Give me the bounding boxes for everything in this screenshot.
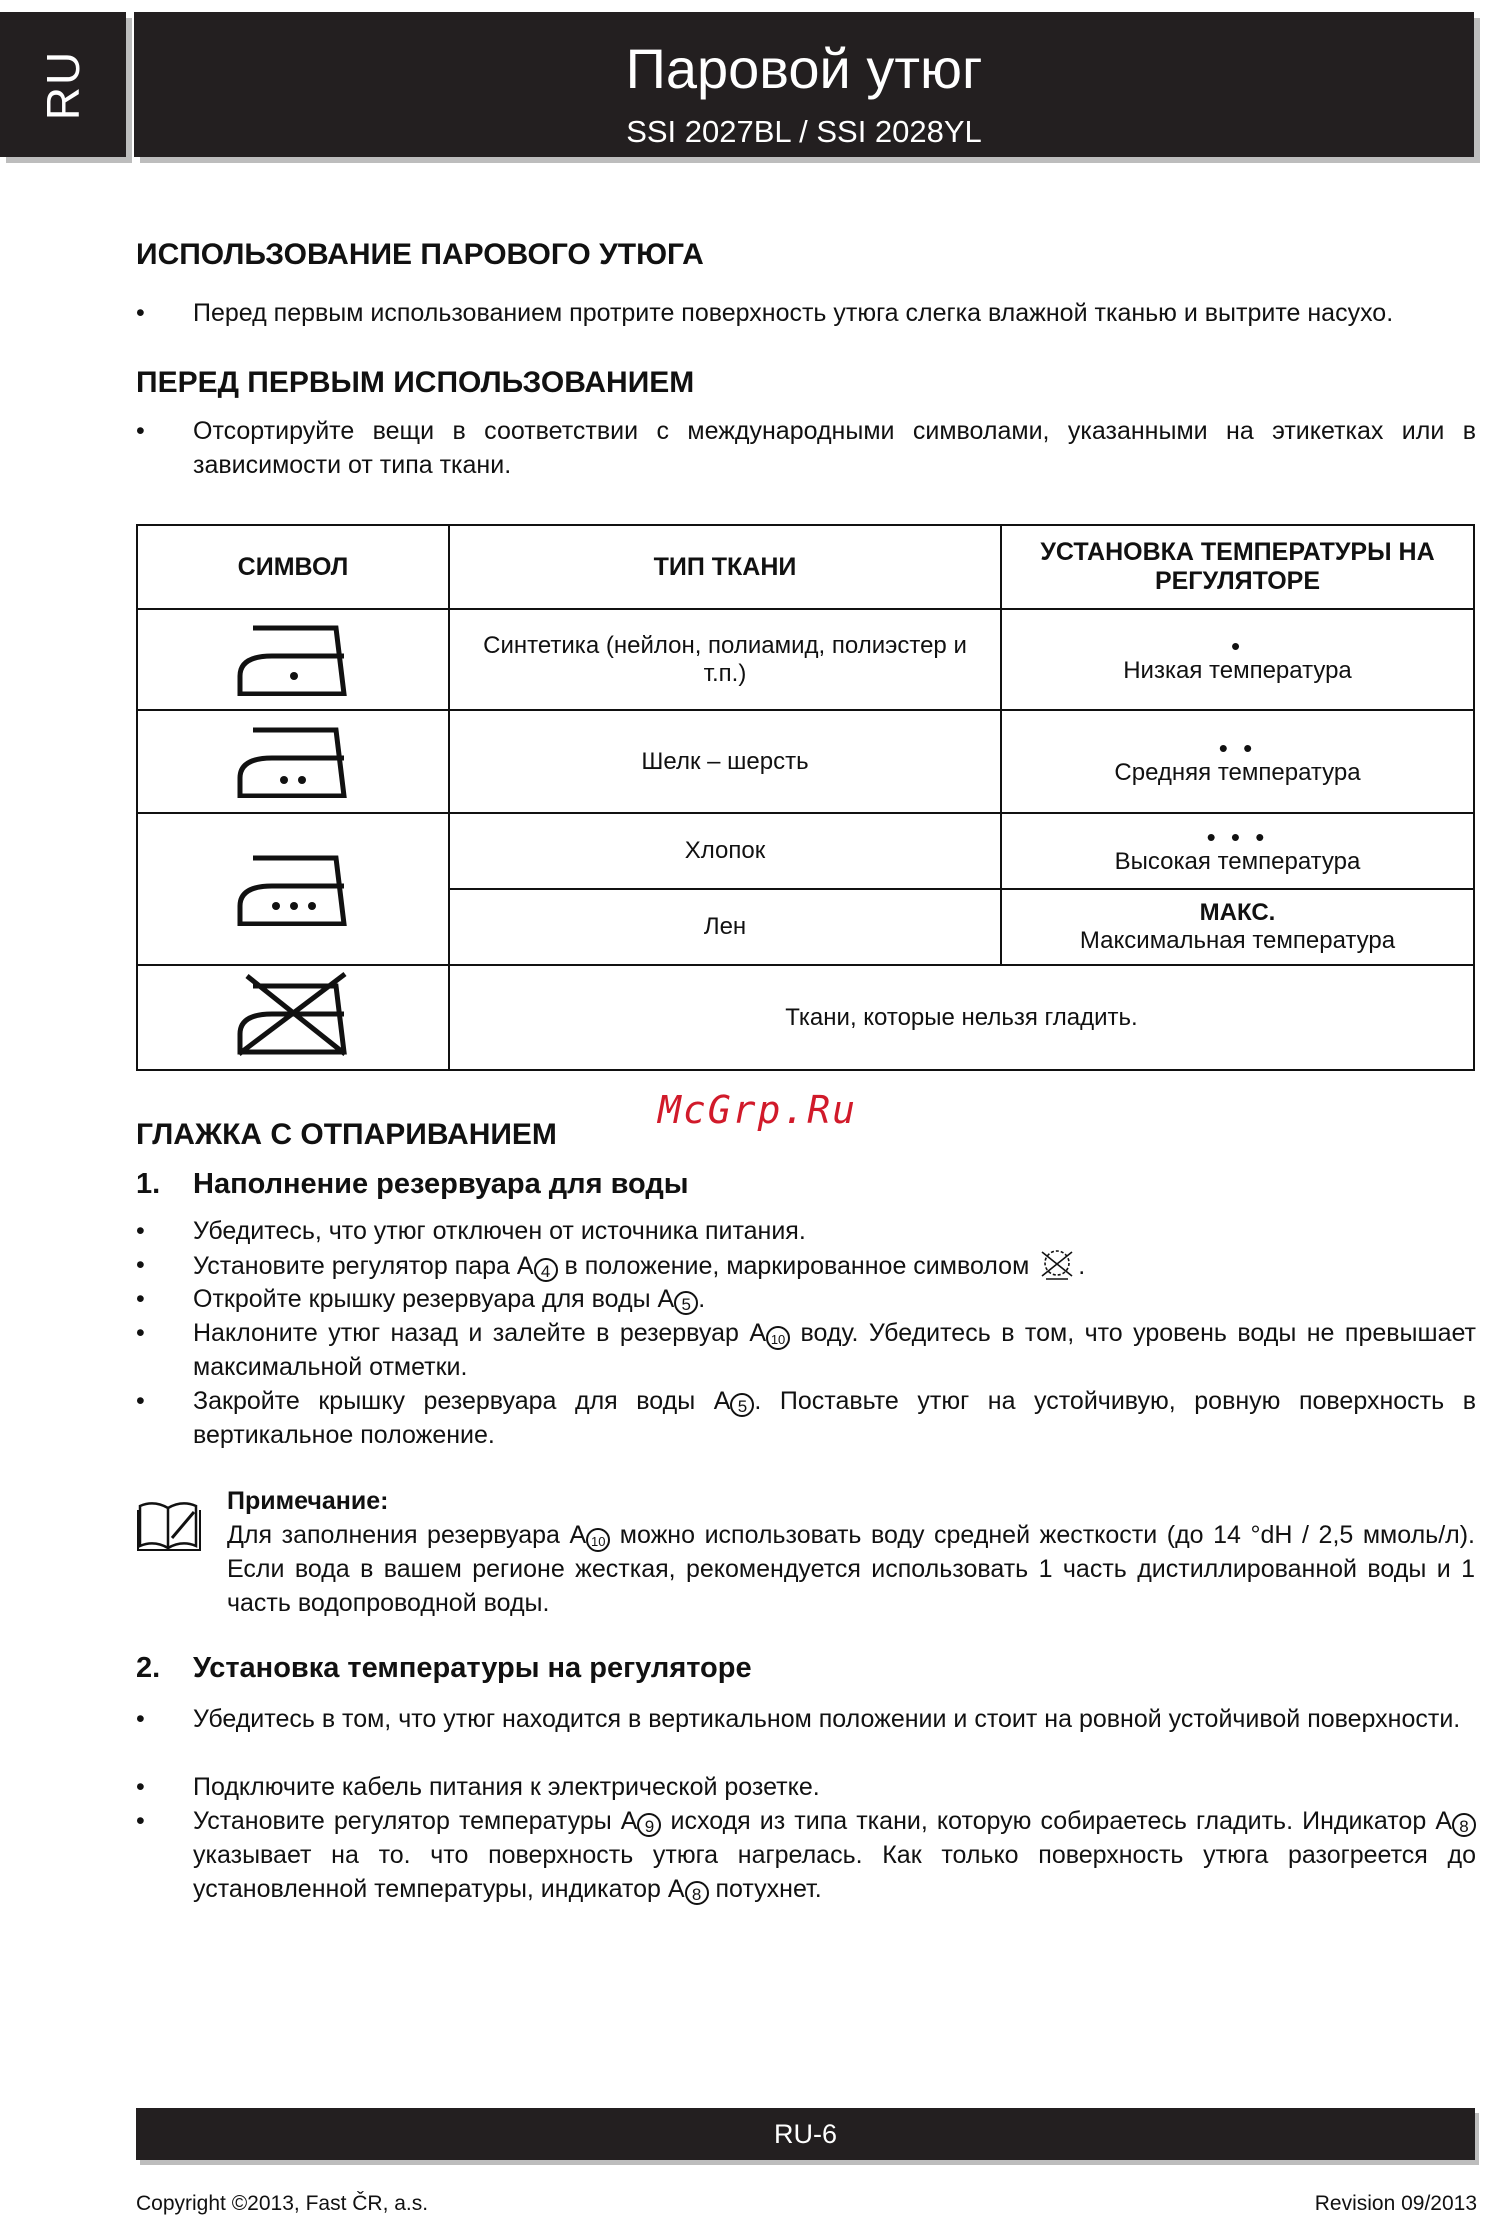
- revision: Revision 09/2013: [1314, 2192, 1477, 2215]
- temperature-label: Средняя температура: [1114, 758, 1361, 786]
- table-row: [137, 609, 1474, 710]
- page-number-bar: [136, 2108, 1475, 2160]
- symbol-cell: [137, 609, 449, 710]
- section-title-usage: ИСПОЛЬЗОВАНИЕ ПАРОВОГО УТЮГА: [136, 238, 704, 271]
- list-item-text: Откройте крышку резервуара для воды A 5 .: [193, 1285, 706, 1314]
- bullet: •: [136, 1251, 145, 1279]
- list-item: [136, 1248, 1476, 1283]
- bullet: •: [136, 1705, 145, 1733]
- step-title-temperature: [136, 1652, 752, 1685]
- table-header-row: [137, 525, 1474, 609]
- part-number-badge: 8: [1452, 1813, 1476, 1837]
- section-title-before-first-use: ПЕРЕД ПЕРВЫМ ИСПОЛЬЗОВАНИЕМ: [136, 366, 695, 399]
- bullet: •: [136, 1387, 145, 1415]
- iron-three-dots-icon: [236, 846, 350, 926]
- temperature-dots: • •: [1218, 732, 1257, 763]
- list-item: [136, 296, 1476, 330]
- watermark: McGrp.Ru: [658, 1088, 858, 1132]
- column-header-fabric: ТИП ТКАНИ: [449, 525, 1001, 609]
- page-number: RU-6: [773, 2119, 837, 2149]
- list-item-text: Закройте крышку резервуара для воды A 5 . Поставьте утюг на устойчивую, ровную поверхность в вертикальное положение.: [193, 1387, 1476, 1449]
- temperature-label: Высокая температура: [1114, 848, 1361, 875]
- table-row: [137, 965, 1474, 1070]
- symbol-cell: [137, 965, 449, 1070]
- part-number-badge: 10: [586, 1528, 610, 1552]
- list-item-text: Подключите кабель питания к электрической розетке.: [193, 1773, 820, 1801]
- header-bar: [134, 12, 1474, 157]
- ironing-symbols-table: [136, 524, 1475, 1071]
- part-number-badge: 4: [534, 1258, 558, 1282]
- bullet: •: [136, 1285, 145, 1313]
- table-row: [137, 813, 1474, 889]
- temperature-cell: [1001, 710, 1474, 813]
- fabric-cell: Ткани, которые нельзя гладить.: [449, 965, 1474, 1070]
- column-header-temperature: УСТАНОВКА ТЕМПЕРАТУРЫ НА РЕГУЛЯТОРЕ: [1001, 525, 1474, 609]
- list-item: [136, 414, 1476, 482]
- section-title-steam-ironing: ГЛАЖКА С ОТПАРИВАНИЕМ: [136, 1118, 557, 1151]
- bullet: •: [136, 1319, 145, 1347]
- list-item-text: Отсортируйте вещи в соответствии с международными символами, указанными на этикетках или в зависимости от типа ткани.: [193, 417, 1476, 479]
- part-number-badge: 5: [674, 1291, 698, 1315]
- note-title: Примечание:: [227, 1487, 389, 1515]
- list-item-text: Перед первым использованием протрите поверхность утюга слегка влажной тканью и вытрите насухо.: [193, 299, 1394, 327]
- bullet: •: [136, 1807, 145, 1835]
- column-header-symbol: СИМВОЛ: [137, 525, 449, 609]
- copyright: Copyright ©2013, Fast ČR, a.s.: [136, 2192, 429, 2215]
- list-item: [136, 1702, 1476, 1736]
- bullet: •: [136, 1773, 145, 1801]
- page-title: Паровой утюг: [625, 37, 983, 100]
- temperature-cell: [1001, 813, 1474, 889]
- fabric-cell: Синтетика (нейлон, полиамид, полиэстер и т.п.): [449, 609, 1001, 710]
- no-steam-icon: [1036, 1248, 1078, 1282]
- list-item-text: Наклоните утюг назад и залейте в резервуар A 10 воду. Убедитесь в том, что уровень воды не превышает максимальной отметки.: [193, 1319, 1476, 1381]
- part-number-badge: 8: [685, 1881, 709, 1905]
- bullet: •: [136, 299, 145, 327]
- list-item-text: Убедитесь, что утюг отключен от источника питания.: [193, 1217, 806, 1245]
- bullet: •: [136, 1217, 145, 1245]
- list-item-text: Установите регулятор пара A 4 в положение, маркированное символом .: [193, 1248, 1476, 1283]
- bullet: •: [136, 417, 145, 445]
- step-number: 1.: [136, 1168, 161, 1200]
- list-item: [136, 1282, 1476, 1316]
- language-tab: [0, 12, 126, 157]
- temperature-cell: [1001, 609, 1474, 710]
- temperature-cell: [1001, 889, 1474, 965]
- list-item: [136, 1804, 1476, 1906]
- fabric-cell: Шелк – шерсть: [449, 710, 1001, 813]
- list-item-text: Убедитесь в том, что утюг находится в вертикальном положении и стоит на ровной устойчивой поверхности.: [193, 1705, 1461, 1733]
- symbol-cell: [137, 710, 449, 813]
- part-number-badge: 5: [730, 1393, 754, 1417]
- step-title-fill-reservoir: [136, 1168, 689, 1201]
- list-item: [136, 1770, 1476, 1804]
- open-book-note-icon: [136, 1498, 202, 1552]
- note-block: [227, 1484, 1475, 1620]
- list-item: [136, 1214, 1476, 1248]
- model-numbers: SSI 2027BL / SSI 2028YL: [626, 114, 982, 149]
- temperature-dots: • • •: [1206, 822, 1269, 852]
- step-number: 2.: [136, 1652, 161, 1684]
- temperature-dots: •: [1230, 630, 1245, 661]
- step-title-text: Установка температуры на регуляторе: [193, 1652, 752, 1684]
- part-number-badge: 10: [766, 1326, 790, 1350]
- list-item: [136, 1384, 1476, 1452]
- note-text: Для заполнения резервуара A 10 можно использовать воду средней жесткости (до 14 °dH / 2,5 ммоль/л). Если вода в вашем регионе жесткая, рекомендуется использовать 1 часть дистиллированной воды и 1 часть водопроводной воды.: [227, 1521, 1476, 1617]
- iron-one-dot-icon: [236, 616, 350, 696]
- language-code: RU: [37, 49, 89, 120]
- iron-two-dots-icon: [236, 718, 350, 798]
- fabric-cell: Лен: [449, 889, 1001, 965]
- max-label: МАКС.: [1199, 899, 1276, 926]
- table-row: [137, 710, 1474, 813]
- list-item-text: Установите регулятор температуры A 9 исходя из типа ткани, которую собираетесь гладить. Индикатор A 8 указывает на то. что поверхность утюга нагрелась. Как только поверхность утюга разогреется до установленной температуры, индикатор A 8 потухнет.: [193, 1807, 1476, 1904]
- temperature-label: Максимальная температура: [1079, 927, 1396, 954]
- symbol-cell: [137, 813, 449, 965]
- list-item: [136, 1316, 1476, 1384]
- fabric-cell: Хлопок: [449, 813, 1001, 889]
- step-title-text: Наполнение резервуара для воды: [193, 1168, 689, 1200]
- do-not-iron-icon: [233, 970, 353, 1058]
- part-number-badge: 9: [637, 1813, 661, 1837]
- temperature-label: Низкая температура: [1123, 656, 1352, 684]
